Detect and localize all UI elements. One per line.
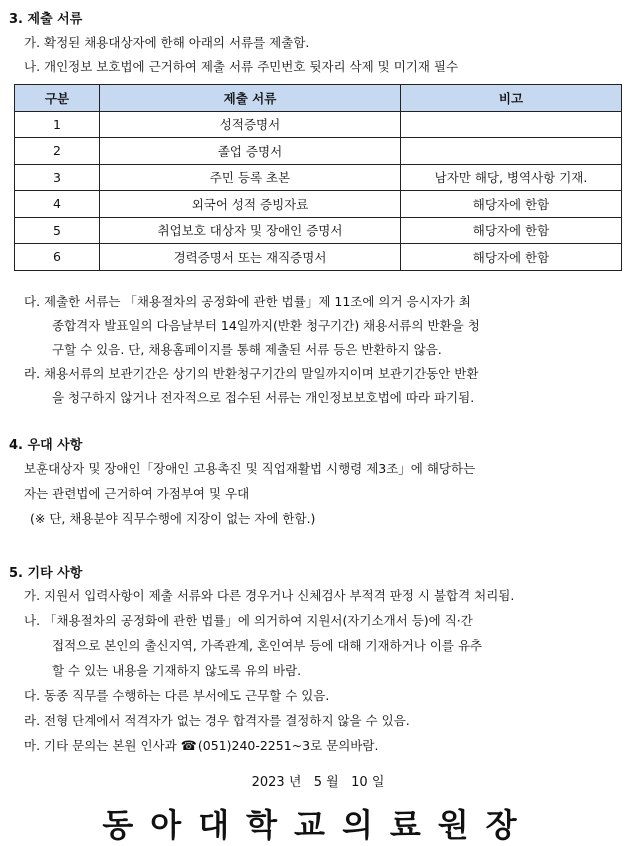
header-category: 구분 bbox=[15, 85, 100, 112]
cell-document: 졸업 증명서 bbox=[100, 138, 401, 165]
cell-no: 5 bbox=[15, 217, 100, 244]
sec3-item-da-line-3: 구할 수 있음. 단, 채용홈페이지를 통해 제출된 서류 등은 반환하지 않음. bbox=[52, 342, 442, 357]
sec5-item-ma-suffix: (051)240-2251~3로 문의바람. bbox=[197, 738, 379, 753]
sec3-item-ga: 가. 확정된 채용대상자에 한해 아래의 서류를 제출함. bbox=[24, 35, 310, 50]
table-row bbox=[15, 111, 622, 138]
cell-remark: 해당자에 한함 bbox=[401, 217, 622, 244]
sec5-item-ma bbox=[24, 736, 378, 754]
sec5-item-na-line-1: 나. 「채용절차의 공정화에 관한 법률」에 의거하여 지원서(자기소개서 등)에 직·간 bbox=[24, 613, 473, 628]
document-date: 2023 년 5 월 10 일 bbox=[251, 775, 385, 790]
table-row bbox=[15, 138, 622, 165]
cell-document: 취업보호 대상자 및 장애인 증명서 bbox=[100, 217, 401, 244]
sec5-item-ma-prefix: 마. 기타 문의는 본원 인사과 bbox=[24, 738, 181, 753]
cell-document: 외국어 성적 증빙자료 bbox=[100, 191, 401, 218]
sec4-line-2: 자는 관련법에 근거하여 가점부여 및 우대 bbox=[24, 486, 250, 501]
sec4-line-3: (※ 단, 채용분야 직무수행에 지장이 없는 자에 한함.) bbox=[30, 511, 316, 526]
header-remarks: 비고 bbox=[401, 85, 622, 112]
sec3-item-ra-line-2: 을 청구하지 않거나 전자적으로 접수된 서류는 개인정보보호법에 따라 파기됨. bbox=[52, 390, 475, 405]
cell-remark bbox=[401, 138, 622, 165]
section-5-title: 5. 기타 사항 bbox=[9, 566, 83, 581]
sec5-item-na-line-2: 접적으로 본인의 출신지역, 가족관계, 혼인여부 등에 대해 기재하거나 이를 유추 bbox=[52, 638, 483, 653]
cell-document: 경력증명서 또는 재직증명서 bbox=[100, 244, 401, 271]
cell-no: 6 bbox=[15, 244, 100, 271]
header-documents: 제출 서류 bbox=[100, 85, 401, 112]
table-row bbox=[15, 164, 622, 191]
table-row bbox=[15, 244, 622, 271]
sec5-item-da: 다. 동종 직무를 수행하는 다른 부서에도 근무할 수 있음. bbox=[24, 688, 330, 703]
cell-document: 성적증명서 bbox=[100, 111, 401, 138]
cell-no: 1 bbox=[15, 111, 100, 138]
cell-no: 4 bbox=[15, 191, 100, 218]
table-row bbox=[15, 191, 622, 218]
section-4-title: 4. 우대 사항 bbox=[9, 438, 83, 453]
cell-remark: 남자만 해당, 병역사항 기재. bbox=[401, 164, 622, 191]
sec5-item-na-line-3: 할 수 있는 내용을 기재하지 않도록 유의 바람. bbox=[52, 663, 302, 678]
cell-remark bbox=[401, 111, 622, 138]
cell-no: 2 bbox=[15, 138, 100, 165]
sec3-item-ra-line-1: 라. 채용서류의 보관기간은 상기의 반환청구기간의 말일까지이며 보관기간동안 반환 bbox=[24, 366, 479, 381]
documents-table bbox=[14, 84, 622, 271]
cell-remark: 해당자에 한함 bbox=[401, 191, 622, 218]
institution-signature: 동아대학교의료원장 bbox=[102, 806, 534, 844]
sec3-item-na: 나. 개인정보 보호법에 근거하여 제출 서류 주민번호 뒷자리 삭제 및 미기재 필수 bbox=[24, 59, 459, 74]
sec5-item-ga: 가. 지원서 입력사항이 제출 서류와 다른 경우거나 신체검사 부적격 판정 시 불합격 처리됨. bbox=[24, 588, 515, 603]
sec3-item-da-line-1: 다. 제출한 서류는 「채용절차의 공정화에 관한 법률」제 11조에 의거 응시자가 최 bbox=[24, 294, 471, 309]
sec3-item-da-line-2: 종합격자 발표일의 다음날부터 14일까지(반환 청구기간) 채용서류의 반환을 청 bbox=[52, 318, 480, 333]
sec5-item-ra: 라. 전형 단계에서 적격자가 없는 경우 합격자를 결정하지 않을 수 있음. bbox=[24, 713, 410, 728]
cell-no: 3 bbox=[15, 164, 100, 191]
section-3-title: 3. 제출 서류 bbox=[9, 12, 83, 27]
table-row bbox=[15, 217, 622, 244]
cell-remark: 해당자에 한함 bbox=[401, 244, 622, 271]
table-header-row bbox=[15, 85, 622, 112]
phone-icon: ☎ bbox=[180, 739, 197, 754]
cell-document: 주민 등록 초본 bbox=[100, 164, 401, 191]
sec4-line-1: 보훈대상자 및 장애인「장애인 고용촉진 및 직업재활법 시행령 제3조」에 해당하는 bbox=[24, 461, 476, 476]
